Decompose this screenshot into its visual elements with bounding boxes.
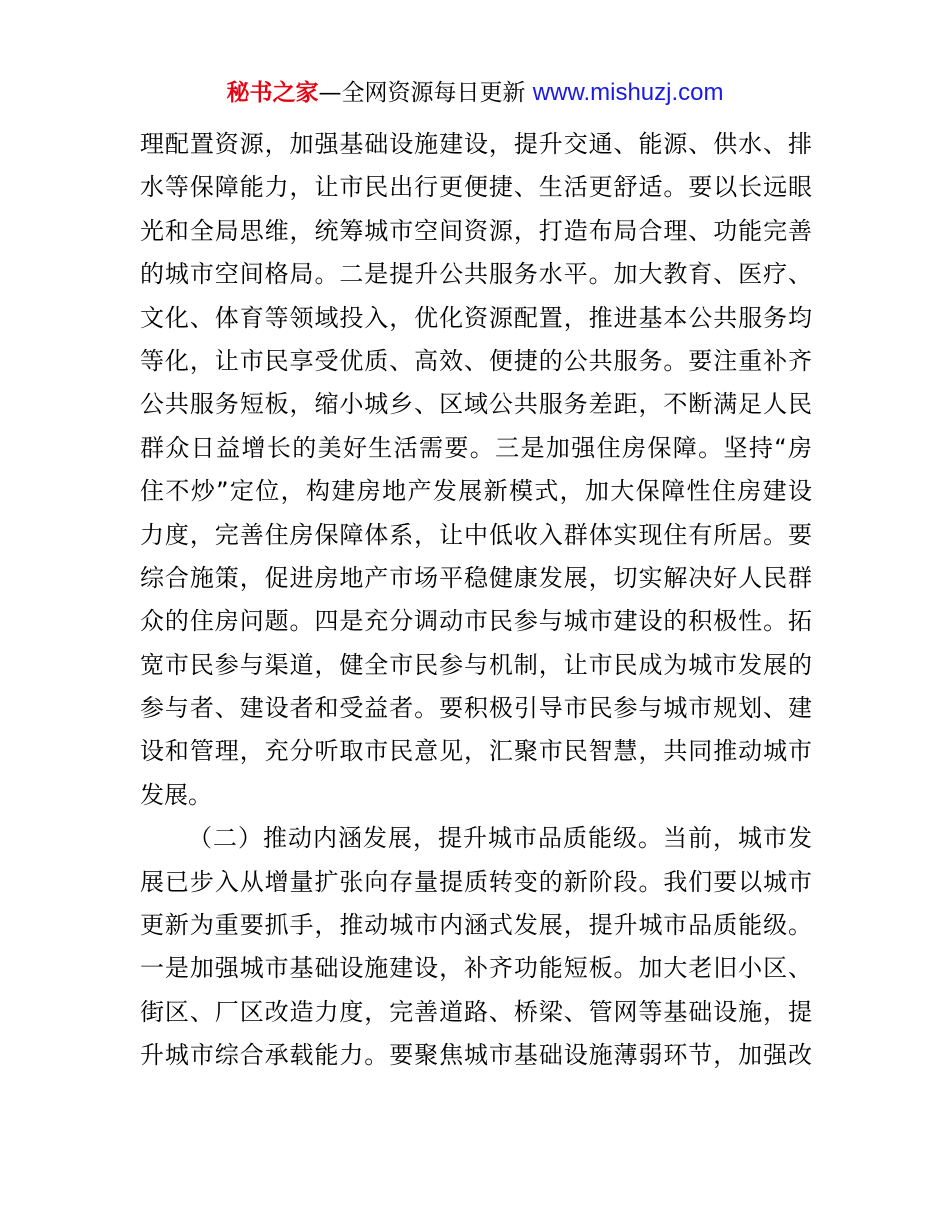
text-line: 设和管理，充分听取市民意见，汇聚市民智慧，共同推动城市: [140, 737, 812, 766]
text-line: 展已步入从增量扩张向存量提质转变的新阶段。我们要以城市: [140, 867, 812, 896]
text-line: 发展。: [140, 780, 212, 809]
text-line: 街区、厂区改造力度，完善道路、桥梁、管网等基础设施，提: [140, 997, 812, 1026]
text-line: 光和全局思维，统筹城市空间资源，打造布局合理、功能完善: [140, 216, 812, 245]
text-line: 住不炒”定位，构建房地产发展新模式，加大保障性住房建设: [140, 477, 812, 506]
text-line: 水等保障能力，让市民出行更便捷、生活更舒适。要以长远眼: [140, 173, 812, 202]
text-line: 升城市综合承载能力。要聚焦城市基础设施薄弱环节，加强改: [140, 1041, 812, 1070]
text-line: 综合施策，促进房地产市场平稳健康发展，切实解决好人民群: [140, 563, 812, 592]
paragraph-2: [140, 817, 812, 1077]
paragraph-1: [140, 123, 812, 817]
text-line: 众的住房问题。四是充分调动市民参与城市建设的积极性。拓: [140, 607, 812, 636]
text-line: 更新为重要抓手，推动城市内涵式发展，提升城市品质能级。: [140, 911, 812, 940]
text-line: （二）推动内涵发展，提升城市品质能级。当前，城市发: [188, 824, 812, 853]
text-line: 一是加强城市基础设施建设，补齐功能短板。加大老旧小区、: [140, 954, 812, 983]
text-line: 参与者、建设者和受益者。要积极引导市民参与城市规划、建: [140, 694, 812, 723]
text-line: 等化，让市民享受优质、高效、便捷的公共服务。要注重补齐: [140, 346, 812, 375]
page-header: [0, 78, 950, 108]
document-body: [140, 123, 812, 1078]
text-line: 文化、体育等领域投入，优化资源配置，推进基本公共服务均: [140, 303, 812, 332]
site-url-link[interactable]: www.mishuzj.com: [532, 79, 724, 106]
header-tagline: —全网资源每日更新: [318, 80, 533, 106]
text-line: 力度，完善住房保障体系，让中低收入群体实现住有所居。要: [140, 520, 812, 549]
text-line: 公共服务短板，缩小城乡、区域公共服务差距，不断满足人民: [140, 390, 812, 419]
text-line: 群众日益增长的美好生活需要。三是加强住房保障。坚持“房: [140, 433, 812, 462]
text-line: 理配置资源，加强基础设施建设，提升交通、能源、供水、排: [140, 130, 812, 158]
text-line: 宽市民参与渠道，健全市民参与机制，让市民成为城市发展的: [140, 650, 812, 679]
text-line: 的城市空间格局。二是提升公共服务水平。加大教育、医疗、: [140, 260, 812, 289]
site-brand: 秘书之家: [226, 80, 319, 106]
